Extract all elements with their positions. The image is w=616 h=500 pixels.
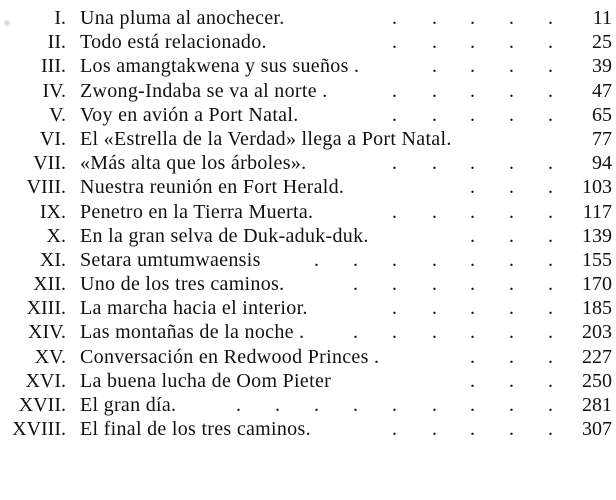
leader-dot: . (392, 248, 397, 271)
dot-leader (0, 345, 616, 369)
chapter-number: VIII. (26, 176, 66, 199)
leader-dot: . (432, 79, 437, 102)
leader-dot: . (392, 31, 397, 54)
page-number: 170 (582, 273, 612, 296)
toc-entry (0, 151, 616, 175)
leader-dot: . (509, 297, 514, 320)
dot-leader (0, 6, 616, 30)
page-number: 250 (582, 369, 612, 392)
chapter-title: Los amangtakwena y sus sueños . (80, 55, 360, 78)
dot-leader (0, 248, 616, 272)
dot-leader (0, 417, 616, 441)
toc-entry (0, 175, 616, 199)
dot-leader (0, 224, 616, 248)
leader-dot: . (470, 369, 475, 392)
page-number: 25 (592, 31, 612, 54)
leader-dot: . (470, 273, 475, 296)
leader-dot: . (470, 345, 475, 368)
leader-dot: . (509, 418, 514, 441)
leader-dot: . (470, 176, 475, 199)
leader-dot: . (509, 248, 514, 271)
leader-dot: . (548, 248, 553, 271)
table-of-contents (0, 6, 616, 441)
toc-entry (0, 393, 616, 417)
dot-leader (0, 127, 616, 151)
leader-dot: . (432, 103, 437, 126)
page-number: 117 (582, 200, 612, 223)
leader-dot: . (236, 394, 241, 416)
leader-dot: . (509, 369, 514, 392)
page-number: 203 (582, 321, 612, 344)
toc-entry (0, 30, 616, 54)
leader-dot: . (432, 31, 437, 54)
leader-dot: . (432, 394, 437, 416)
dot-leader (0, 54, 616, 78)
leader-dot: . (509, 321, 514, 344)
toc-entry (0, 200, 616, 224)
leader-dot: . (470, 55, 475, 78)
leader-dot: . (470, 394, 475, 416)
chapter-number: VI. (39, 127, 66, 150)
leader-dot: . (548, 55, 553, 78)
leader-dot: . (548, 297, 553, 320)
chapter-number: VII. (33, 152, 66, 175)
leader-dot: . (509, 394, 514, 416)
leader-dot: . (548, 79, 553, 102)
chapter-number: XVII. (18, 394, 66, 416)
chapter-title: La marcha hacia el interior. (80, 297, 308, 320)
toc-entry (0, 79, 616, 103)
leader-dot: . (392, 297, 397, 320)
toc-entry (0, 103, 616, 127)
leader-dot: . (392, 152, 397, 175)
leader-dot: . (470, 31, 475, 54)
leader-dot: . (509, 31, 514, 54)
page-number: 103 (582, 176, 612, 199)
leader-dot: . (509, 176, 514, 199)
leader-dot: . (353, 394, 358, 416)
chapter-number: XII. (33, 273, 66, 296)
toc-entry (0, 224, 616, 248)
leader-dot: . (432, 152, 437, 175)
leader-dot: . (392, 79, 397, 102)
chapter-title: Zwong-Indaba se va al norte . (80, 79, 328, 102)
leader-dot: . (509, 345, 514, 368)
dot-leader (0, 151, 616, 175)
leader-dot: . (470, 418, 475, 441)
leader-dot: . (509, 200, 514, 223)
leader-dot: . (548, 103, 553, 126)
leader-dot: . (509, 7, 514, 29)
chapter-title: Setara umtumwaensis (80, 248, 261, 271)
leader-dot: . (470, 200, 475, 223)
leader-dot: . (548, 418, 553, 441)
page-number: 281 (582, 394, 612, 416)
chapter-number: XIV. (28, 321, 66, 344)
dot-leader (0, 296, 616, 320)
chapter-title: El «Estrella de la Verdad» llega a Port Natal. (80, 127, 452, 150)
leader-dot: . (470, 79, 475, 102)
leader-dot: . (432, 7, 437, 29)
dot-leader (0, 175, 616, 199)
leader-dot: . (509, 224, 514, 247)
leader-dot: . (392, 321, 397, 344)
leader-dot: . (548, 7, 553, 29)
leader-dot: . (432, 297, 437, 320)
leader-dot: . (548, 176, 553, 199)
chapter-number: III. (41, 55, 66, 78)
chapter-number: V. (49, 103, 66, 126)
leader-dot: . (470, 7, 475, 29)
leader-dot: . (470, 297, 475, 320)
leader-dot: . (392, 103, 397, 126)
leader-dot: . (432, 418, 437, 441)
chapter-number: XVI. (25, 369, 66, 392)
leader-dot: . (470, 152, 475, 175)
page-number: 139 (582, 224, 612, 247)
leader-dot: . (548, 31, 553, 54)
chapter-title: La buena lucha de Oom Pieter (80, 369, 332, 392)
dot-leader (0, 369, 616, 393)
leader-dot: . (392, 418, 397, 441)
dot-leader (0, 103, 616, 127)
leader-dot: . (548, 200, 553, 223)
leader-dot: . (548, 224, 553, 247)
leader-dot: . (432, 321, 437, 344)
leader-dot: . (470, 103, 475, 126)
leader-dot: . (353, 248, 358, 271)
chapter-title: Todo está relacionado. (80, 31, 267, 54)
leader-dot: . (353, 273, 358, 296)
dot-leader (0, 393, 616, 417)
leader-dot: . (392, 273, 397, 296)
page-number: 307 (582, 418, 612, 441)
page-number: 11 (592, 7, 612, 29)
leader-dot: . (548, 345, 553, 368)
chapter-number: XIII. (26, 297, 66, 320)
toc-entry (0, 369, 616, 393)
chapter-number: XV. (34, 345, 66, 368)
chapter-title: El gran día. (80, 394, 177, 416)
leader-dot: . (509, 273, 514, 296)
toc-entry (0, 296, 616, 320)
leader-dot: . (470, 321, 475, 344)
leader-dot: . (392, 394, 397, 416)
toc-entry (0, 417, 616, 441)
dot-leader (0, 200, 616, 224)
dot-leader (0, 320, 616, 344)
page-number: 47 (592, 79, 612, 102)
leader-dot: . (432, 55, 437, 78)
leader-dot: . (314, 248, 319, 271)
page-number: 185 (582, 297, 612, 320)
chapter-number: XVIII. (12, 418, 66, 441)
toc-entry (0, 127, 616, 151)
page-number: 77 (592, 127, 612, 150)
chapter-title: Las montañas de la noche . (80, 321, 305, 344)
chapter-title: Uno de los tres caminos. (80, 273, 285, 296)
chapter-title: Voy en avión a Port Natal. (80, 103, 299, 126)
chapter-title: En la gran selva de Duk-aduk-duk. (80, 224, 369, 247)
toc-entry (0, 320, 616, 344)
leader-dot: . (432, 200, 437, 223)
chapter-number: IV. (42, 79, 66, 102)
leader-dot: . (548, 152, 553, 175)
leader-dot: . (470, 248, 475, 271)
dot-leader (0, 79, 616, 103)
leader-dot: . (432, 248, 437, 271)
page-number: 39 (592, 55, 612, 78)
leader-dot: . (509, 152, 514, 175)
toc-entry (0, 54, 616, 78)
leader-dot: . (353, 321, 358, 344)
toc-entry (0, 345, 616, 369)
leader-dot: . (509, 103, 514, 126)
chapter-number: IX. (39, 200, 66, 223)
leader-dot: . (509, 55, 514, 78)
leader-dot: . (548, 273, 553, 296)
chapter-number: II. (47, 31, 66, 54)
leader-dot: . (548, 369, 553, 392)
leader-dot: . (548, 394, 553, 416)
leader-dot: . (548, 321, 553, 344)
chapter-number: XI. (39, 248, 66, 271)
chapter-title: Conversación en Redwood Princes . (80, 345, 380, 368)
leader-dot: . (509, 79, 514, 102)
dot-leader (0, 272, 616, 296)
leader-dot: . (392, 200, 397, 223)
leader-dot: . (392, 7, 397, 29)
dot-leader (0, 30, 616, 54)
toc-entry (0, 6, 616, 30)
chapter-title: Una pluma al anochecer. (80, 7, 285, 29)
page-number: 94 (592, 152, 612, 175)
leader-dot: . (275, 394, 280, 416)
chapter-title: «Más alta que los árboles». (80, 152, 307, 175)
page-number: 155 (582, 248, 612, 271)
leader-dot: . (470, 224, 475, 247)
page-number: 227 (582, 345, 612, 368)
page-number: 65 (592, 103, 612, 126)
chapter-number: X. (46, 224, 66, 247)
toc-entry (0, 248, 616, 272)
leader-dot: . (432, 273, 437, 296)
chapter-number: I. (54, 7, 66, 29)
toc-entry (0, 272, 616, 296)
chapter-title: Penetro en la Tierra Muerta. (80, 200, 314, 223)
leader-dot: . (314, 394, 319, 416)
chapter-title: El final de los tres caminos. (80, 418, 311, 441)
chapter-title: Nuestra reunión en Fort Herald. (80, 176, 345, 199)
